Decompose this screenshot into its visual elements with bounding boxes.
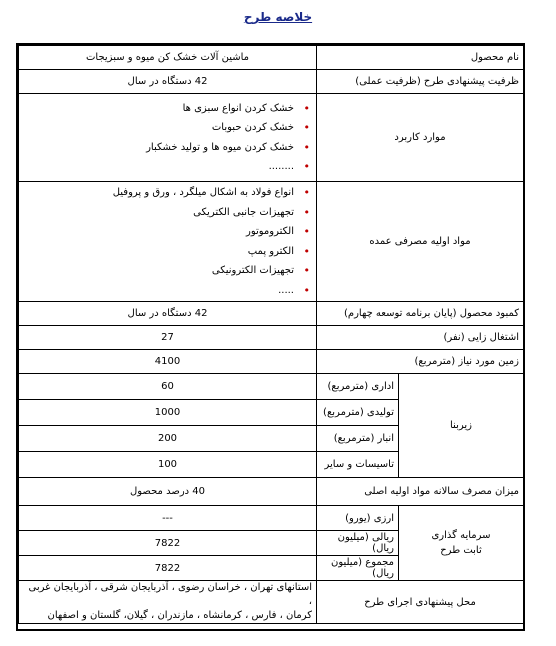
row-materials [19,182,524,302]
list-item: • خشک کردن میوه ها و تولید خشکبار [23,138,294,158]
list-item: • الکتروموتور [23,222,294,242]
shortage-value: 42 دستگاه در سال [19,302,317,326]
capacity-label: ظرفیت پیشنهادی طرح (ظرفیت عملی) [317,70,524,94]
list-item: • انواع فولاد به اشکال میلگرد ، ورق و پروفیل [23,183,294,203]
list-item: • الکترو پمپ [23,242,294,262]
raw-usage-label: میزان مصرف سالانه مواد اولیه اصلی [317,478,524,506]
row-invest-1 [19,506,524,531]
employment-label: اشتغال زایی (نفر) [317,326,524,350]
shortage-label: کمبود محصول (پایان برنامه توسعه چهارم) [317,302,524,326]
land-label: زمین مورد نیاز (مترمربع) [317,350,524,374]
investment-item-value: 7822 [19,531,317,556]
infra-item-label: تاسیسات و سایر [317,452,399,478]
location-line1: استانهای تهران ، خراسان رضوی ، آذربایجان شرقی ، آذربایجان غربی ، [28,582,312,607]
list-item: • ........ [23,157,294,177]
row-infra-1 [19,374,524,400]
investment-item-value: 7822 [19,556,317,581]
page-title: خلاصه طرح [243,10,313,24]
infra-item-label: انبار (مترمربع) [317,426,399,452]
infra-item-value: 200 [19,426,317,452]
row-product [19,46,524,70]
list-item: • تجهیزات جانبی الکتریکی [23,203,294,223]
infra-item-label: اداری (مترمربع) [317,374,399,400]
row-location [19,581,524,624]
row-employment [19,326,524,350]
uses-list-cell [19,94,317,182]
row-land [19,350,524,374]
row-capacity [19,70,524,94]
investment-item-label: ارزی (یورو) [317,506,399,531]
infra-label: زیربنا [399,374,524,478]
investment-label-line2: ثابت طرح [440,545,482,556]
investment-label-line1: سرمایه گذاری [431,530,491,541]
row-raw-usage [19,478,524,506]
location-line2: کرمان ، فارس ، کرمانشاه ، مازندران ، گیلان، گلستان و اصفهان [47,610,312,621]
list-item: • ..... [23,281,294,301]
investment-item-label: مجموع (میلیون ریال) [317,556,399,581]
product-label: نام محصول [317,46,524,70]
product-value: ماشین آلات خشک کن میوه و سبزیجات [19,46,317,70]
investment-label [399,506,524,581]
summary-table [18,45,524,624]
location-label: محل پیشنهادی اجرای طرح [317,581,524,624]
list-item: • خشک کردن انواع سبزی ها [23,99,294,119]
employment-value: 27 [19,326,317,350]
location-value [19,581,317,624]
investment-item-value: --- [19,506,317,531]
uses-label: موارد کاربرد [317,94,524,182]
raw-usage-value: 40 درصد محصول [19,478,317,506]
materials-list-cell [19,182,317,302]
infra-item-label: تولیدی (مترمربع) [317,400,399,426]
infra-item-value: 60 [19,374,317,400]
row-uses [19,94,524,182]
infra-item-value: 100 [19,452,317,478]
row-shortage [19,302,524,326]
capacity-value: 42 دستگاه در سال [19,70,317,94]
uses-list [23,99,312,177]
materials-list [23,183,312,300]
infra-item-value: 1000 [19,400,317,426]
list-item: • تجهیزات الکترونیکی [23,261,294,281]
land-value: 4100 [19,350,317,374]
materials-label: مواد اولیه مصرفی عمده [317,182,524,302]
list-item: • خشک کردن حبوبات [23,118,294,138]
investment-item-label: ریالی (میلیون ریال) [317,531,399,556]
summary-table-frame [16,43,525,631]
